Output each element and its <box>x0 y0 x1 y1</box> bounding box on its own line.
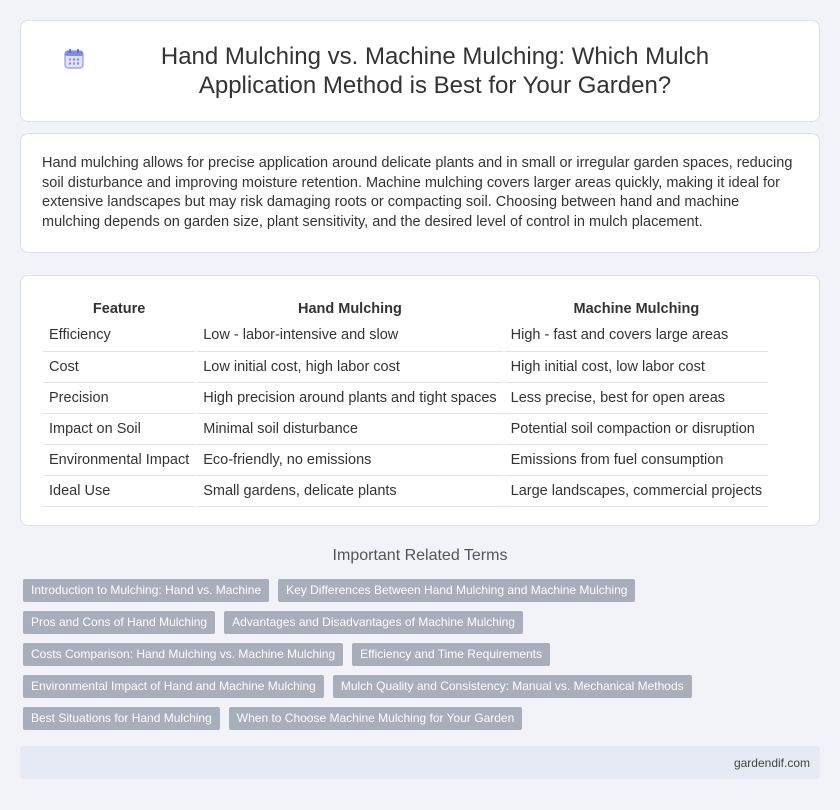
table-cell-hand: Small gardens, delicate plants <box>196 475 503 506</box>
table-cell-machine: High initial cost, low labor cost <box>504 351 768 382</box>
table-row <box>43 475 768 506</box>
table-cell-hand: Low initial cost, high labor cost <box>196 351 503 382</box>
table-row <box>43 351 768 382</box>
related-term-tag[interactable]: Key Differences Between Hand Mulching and Machine Mulching <box>278 579 635 602</box>
table-cell-hand: Low - labor-intensive and slow <box>196 320 503 351</box>
intro-paragraph: Hand mulching allows for precise application around delicate plants and in small or irregular garden spaces, reducing soil disturbance and improving moisture retention. Machine mulching covers larger areas quickly, making it ideal for extensive landscapes but may risk damaging roots or compacting soil. Choosing between hand and machine mulching depends on garden size, plant sensitivity, and the desired level of control in mulch placement. <box>42 155 793 230</box>
related-term-tag[interactable]: Environmental Impact of Hand and Machine Mulching <box>23 675 324 698</box>
related-term-tag[interactable]: Efficiency and Time Requirements <box>352 643 550 666</box>
related-term-tag[interactable]: Best Situations for Hand Mulching <box>23 707 220 730</box>
related-term-tag[interactable]: Costs Comparison: Hand Mulching vs. Machine Mulching <box>23 643 343 666</box>
table-cell-feature: Environmental Impact <box>43 444 196 475</box>
table-cell-hand: Eco-friendly, no emissions <box>196 444 503 475</box>
table-header-row <box>43 296 768 320</box>
table-cell-feature: Precision <box>43 382 196 413</box>
table-cell-machine: Large landscapes, commercial projects <box>504 475 768 506</box>
table-row <box>43 320 768 351</box>
related-term-tag[interactable]: Pros and Cons of Hand Mulching <box>23 611 215 634</box>
related-term-tag[interactable]: Advantages and Disadvantages of Machine Mulching <box>224 611 523 634</box>
table-row <box>43 413 768 444</box>
table-cell-machine: Emissions from fuel consumption <box>504 444 768 475</box>
related-term-tag[interactable]: Introduction to Mulching: Hand vs. Machine <box>23 579 269 602</box>
page-title: Hand Mulching vs. Machine Mulching: Which Mulch Application Method is Best for Your Garden? <box>160 43 710 99</box>
table-cell-hand: High precision around plants and tight spaces <box>196 382 503 413</box>
table-cell-feature: Ideal Use <box>43 475 196 506</box>
related-terms-heading: Important Related Terms <box>332 547 508 564</box>
footer <box>20 746 820 779</box>
title-card <box>20 20 820 122</box>
related-terms-list <box>23 579 803 730</box>
table-row <box>43 444 768 475</box>
related-term-tag[interactable]: Mulch Quality and Consistency: Manual vs. Mechanical Methods <box>333 675 692 698</box>
table-cell-feature: Cost <box>43 351 196 382</box>
column-header-feature: Feature <box>92 301 146 317</box>
column-header-machine: Machine Mulching <box>504 296 768 320</box>
comparison-table-card <box>20 275 820 526</box>
table-row <box>43 382 768 413</box>
table-cell-feature: Efficiency <box>43 320 196 351</box>
related-term-tag[interactable]: When to Choose Machine Mulching for Your Garden <box>229 707 523 730</box>
footer-site-link[interactable]: gardendif.com <box>733 756 810 770</box>
table-cell-hand: Minimal soil disturbance <box>196 413 503 444</box>
column-header-hand: Hand Mulching <box>196 296 503 320</box>
table-cell-machine: Potential soil compaction or disruption <box>504 413 768 444</box>
table-cell-machine: Less precise, best for open areas <box>504 382 768 413</box>
table-cell-machine: High - fast and covers large areas <box>504 320 768 351</box>
intro-card <box>20 133 820 253</box>
comparison-table <box>43 296 768 507</box>
table-cell-feature: Impact on Soil <box>43 413 196 444</box>
